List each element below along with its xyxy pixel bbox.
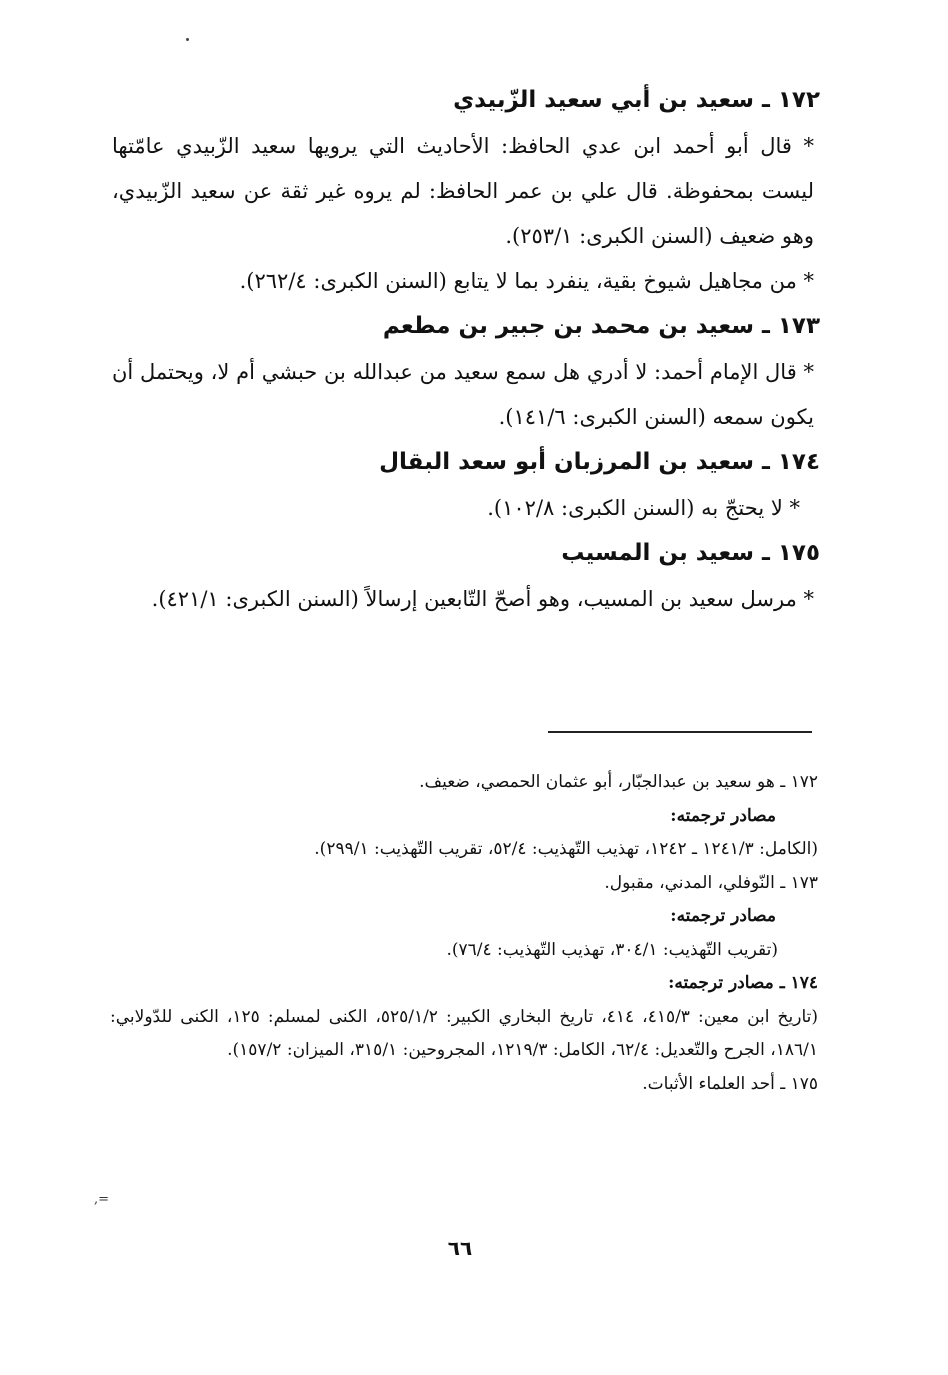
footnote-sources: (تاريخ ابن معين: ٤١٥/٣، ٤١٤، تاريخ البخاري الكبير: ٥٢٥/١/٢، الكنى لمسلم: ١٢٥، الكنى للدّولابي: ١٨٦/١، الجرح والتّعديل: ٦٢/٤، الكامل: ١٢١٩/٣، المجروحين: ٣١٥/١، الميزان: ١٥٧/٢). [110,1006,819,1060]
entry-173 [112,304,820,440]
footnote-sources: (تقريب التّهذيب: ٣٠٤/١، تهذيب التّهذيب: ٧٦/٤). [446,939,778,960]
entry-heading: ١٧٣ ـ سعيد بن محمد بن جبير بن مطعم [382,313,820,339]
entry-174 [112,440,820,531]
footnote-separator [548,731,812,733]
footnote-173: ١٧٣ ـ النّوفلي، المدني، مقبول. [604,872,818,893]
margin-mark: =, [94,1192,110,1207]
footnote-174: ١٧٤ ـ مصادر ترجمته: [668,973,818,993]
footnote-sources-label: مصادر ترجمته: [670,906,776,926]
entry-paragraph: * من مجاهيل شيوخ بقية، ينفرد بما لا يتابع (السنن الكبرى: ٢٦٢/٤). [239,269,814,293]
footnote-sources-label: مصادر ترجمته: [670,805,776,826]
entry-paragraph: * لا يحتجّ به (السنن الكبرى: ١٠٢/٨). [487,496,800,520]
entry-body [112,577,820,622]
footnotes [110,766,818,1101]
entry-heading: ١٧٤ ـ سعيد بن المرزبان أبو سعد البقال [379,449,820,475]
entry-paragraph: * قال الإمام أحمد: لا أدري هل سمع سعيد من عبدالله بن حبشي أم لا، ويحتمل أن يكون سمعه (السنن الكبرى: ١٤١/٦). [112,360,814,429]
page-number: ٦٦ [447,1236,473,1260]
entry-paragraph: * مرسل سعيد بن المسيب، وهو أصحّ التّابعين إرسالاً (السنن الكبرى: ٤٢١/١). [151,587,814,611]
footnote-172: ١٧٢ ـ هو سعيد بن عبدالجبّار، أبو عثمان الحمصي، ضعيف. [419,772,818,792]
entry-172 [112,78,820,304]
footnote-sources: (الكامل: ١٢٤١/٣ ـ ١٢٤٢، تهذيب التّهذيب: ٥٢/٤، تقريب التّهذيب: ٢٩٩/١). [314,839,818,859]
entry-paragraph: * قال أبو أحمد ابن عدي الحافظ: الأحاديث التي يرويها سعيد الزّبيدي عامّتها ليست بمحفوظة. قال علي بن عمر الحافظ: لم يروه غير ثقة عن سعيد الزّبيدي، وهو ضعيف (السنن الكبرى: ٢٥٣/١). [112,134,814,248]
entry-body [112,124,820,304]
entry-heading: ١٧٢ ـ سعيد بن أبي سعيد الزّبيدي [453,87,820,113]
entry-175 [112,531,820,622]
footnote-175: ١٧٥ ـ أحد العلماء الأثبات. [642,1073,818,1094]
scan-speck [186,38,189,41]
entry-body [112,486,820,531]
entry-heading: ١٧٥ ـ سعيد بن المسيب [561,540,820,566]
main-text [112,78,820,622]
entry-body [112,350,820,440]
